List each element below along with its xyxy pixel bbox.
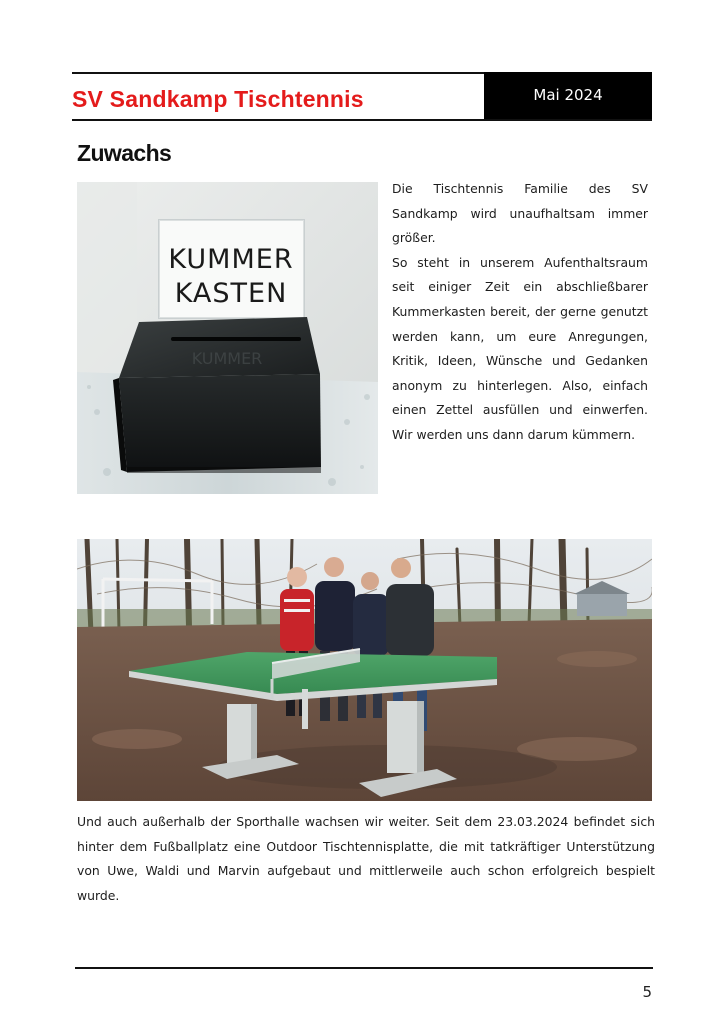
issue-date: Mai 2024 <box>533 85 603 104</box>
outdoor-paragraph: Und auch außerhalb der Sporthalle wachsen wir weiter. Seit dem 23.03.2024 befindet sich hinter dem Fußballplatz eine Outdoor Tischtennisplatte, die mit tatkräftiger Unterstützung von Uwe, Waldi und Marvin aufgebaut und mittlerweile auch schon erfolgreich bespielt wurde. <box>77 814 655 903</box>
newsletter-title: SV Sandkamp Tischtennis <box>72 86 364 112</box>
outdoor-table-photo-graphic <box>77 539 652 801</box>
outdoor-table-photo <box>77 539 652 801</box>
section-heading: Zuwachs <box>77 140 172 166</box>
issue-date-box <box>484 72 652 121</box>
sign-text-line1: KUMMER <box>168 244 294 275</box>
kummerkasten-photo-graphic <box>77 182 378 494</box>
sign-text-line2: KASTEN <box>174 278 288 309</box>
page-number: 5 <box>642 983 652 1001</box>
intro-paragraph-1: Die Tischtennis Familie des SV Sandkamp wird unaufhaltsam immer größer. <box>392 181 648 246</box>
kummerkasten-photo <box>77 182 378 494</box>
header-rule-bottom <box>72 119 652 121</box>
outdoor-text <box>77 810 655 908</box>
intro-paragraph-2: So steht in unserem Aufenthaltsraum seit einiger Zeit ein abschließbarer Kummerkasten bereit, der gerne genutzt werden kann, um eure Anregungen, Kritik, Ideen, Wünsche und Gedanken anonym zu hinterlegen. Also, einfach einen Zettel ausfüllen und einwerfen. Wir werden uns dann darum kümmern. <box>392 254 648 442</box>
svg-text:KUMMER: KUMMER <box>191 349 263 368</box>
intro-text <box>392 177 648 448</box>
footer-rule <box>75 967 653 969</box>
